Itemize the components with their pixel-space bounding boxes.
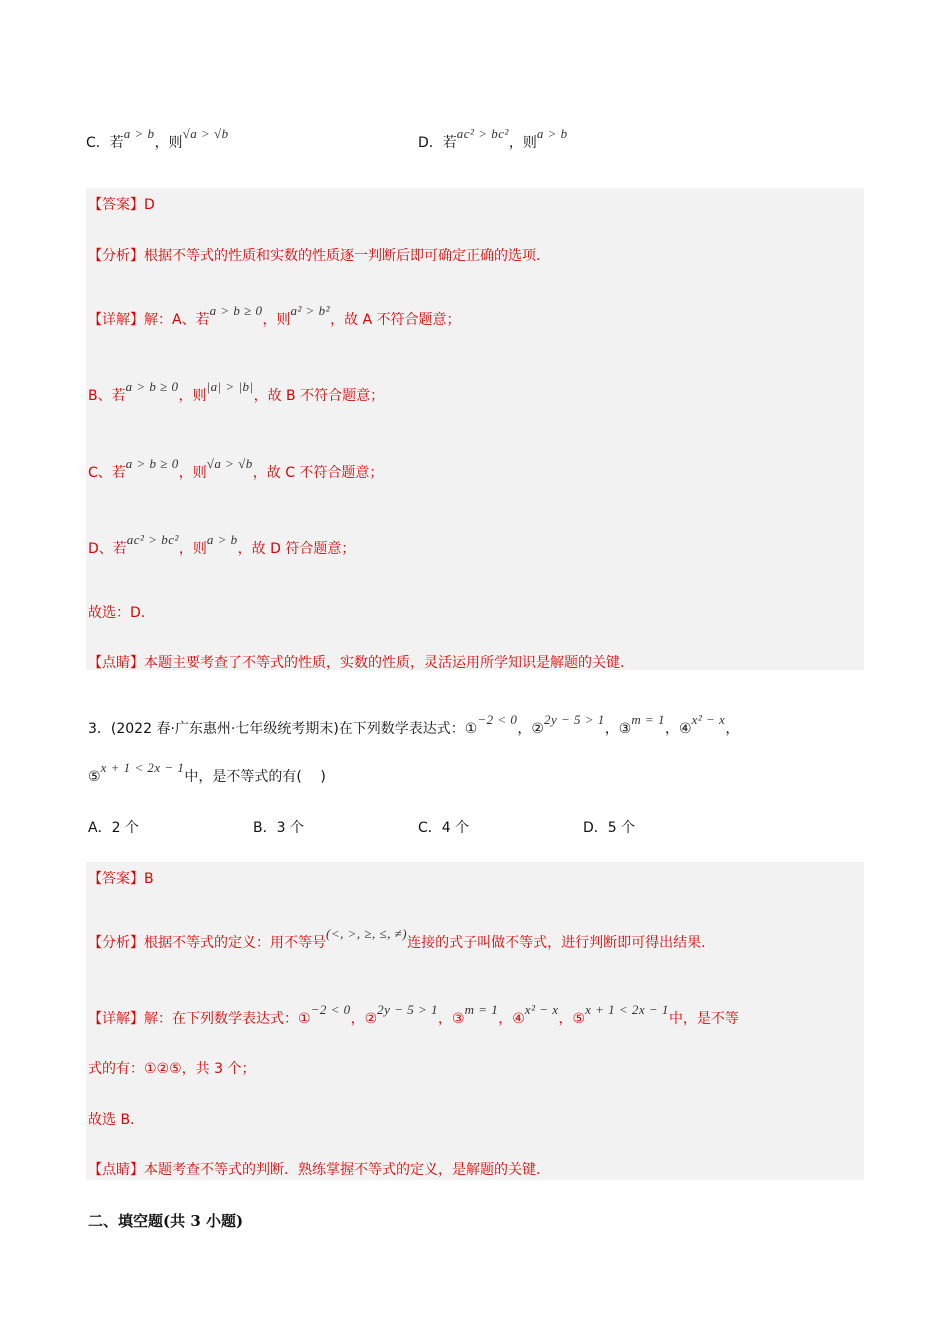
math-expr: a > b ≥ 0	[125, 379, 179, 394]
detail-text: ，②	[350, 1011, 378, 1027]
q3-stem	[88, 712, 740, 738]
q2-option-c	[86, 126, 229, 152]
q3-option-c: C．4 个	[418, 820, 470, 836]
analysis-tag: 【分析】	[88, 935, 144, 951]
option-text: ，则	[154, 135, 183, 151]
q3-detail-line2: 式的有：①②⑤，共 3 个；	[88, 1061, 256, 1077]
detail-text: ，故 A 不符合题意；	[330, 312, 461, 328]
stem-text: ，	[725, 721, 740, 737]
math-expr: a > b	[123, 126, 155, 141]
math-expr: x + 1 < 2x − 1	[585, 1002, 669, 1017]
q3-analysis	[88, 926, 706, 952]
stem-text: ，④	[665, 721, 692, 737]
detail-text: ，则	[262, 312, 291, 328]
q2-detail-b	[88, 379, 385, 405]
detail-text: 解：A、若	[144, 312, 210, 328]
analysis-tag: 【分析】	[88, 248, 144, 264]
detail-text: ，③	[438, 1011, 465, 1027]
comment-text: 本题主要考查了不等式的性质，实数的性质，灵活运用所学知识是解题的关键.	[144, 655, 625, 671]
q3-detail	[88, 1002, 739, 1028]
q3-option-a: A．2 个	[88, 820, 139, 836]
q2-detail-d	[88, 532, 356, 558]
option-letter: C．若	[86, 135, 124, 151]
detail-text: ，故 D 符合题意；	[237, 541, 356, 557]
math-expr: √a > √b	[182, 126, 229, 141]
detail-text: ，⑤	[558, 1011, 586, 1027]
detail-text: 解：在下列数学表达式：①	[144, 1011, 311, 1027]
q3-answer: 【答案】B	[88, 871, 154, 887]
math-expr: a > b	[206, 532, 238, 547]
math-expr: a > b ≥ 0	[125, 456, 179, 471]
detail-text: ，则	[178, 465, 207, 481]
math-expr: ac² > bc²	[456, 126, 509, 141]
q3-option-b: B．3 个	[253, 820, 304, 836]
q3-choose: 故选 B.	[88, 1112, 135, 1128]
math-expr: x + 1 < 2x − 1	[100, 760, 185, 775]
comment-text: 本题考查不等式的判断．熟练掌握不等式的定义，是解题的关键.	[144, 1162, 541, 1178]
detail-text: ，则	[178, 388, 207, 404]
q2-answer: 【答案】D	[88, 197, 155, 213]
comment-tag: 【点睛】	[88, 655, 144, 671]
math-expr: 2y − 5 > 1	[543, 712, 605, 727]
math-expr: ac² > bc²	[126, 532, 179, 547]
detail-text: 中，是不等	[668, 1011, 739, 1027]
detail-tag: 【详解】	[88, 1011, 144, 1027]
q3-stem-line2	[88, 760, 326, 786]
math-expr: a > b ≥ 0	[209, 303, 263, 318]
q2-detail-a	[88, 303, 461, 329]
q3-comment	[88, 1159, 540, 1179]
comment-tag: 【点睛】	[88, 1162, 144, 1178]
math-expr: −2 < 0	[310, 1002, 351, 1017]
detail-text: B、若	[88, 388, 126, 404]
detail-text: ，④	[498, 1011, 525, 1027]
analysis-text: 根据不等式的性质和实数的性质逐一判断后即可确定正确的选项.	[144, 248, 541, 264]
section-heading: 二、填空题(共 3 小题)	[88, 1212, 244, 1230]
option-letter: D．若	[418, 135, 457, 151]
stem-text: 中，是不等式的有( )	[184, 769, 326, 785]
stem-text: 3．(2022 春·广东惠州·七年级统考期末)在下列数学表达式：①	[88, 721, 478, 737]
math-expr: −2 < 0	[477, 712, 518, 727]
q2-choose: 故选：D.	[88, 605, 146, 621]
q2-comment	[88, 652, 624, 672]
analysis-text: 连接的式子叫做不等式，进行判断即可得出结果.	[407, 935, 706, 951]
detail-tag: 【详解】	[88, 312, 144, 328]
math-expr: x² − x	[524, 1002, 559, 1017]
math-expr: m = 1	[464, 1002, 499, 1017]
math-expr: √a > √b	[206, 456, 253, 471]
q3-option-d: D．5 个	[583, 820, 636, 836]
stem-text: ，②	[517, 721, 544, 737]
analysis-text: 根据不等式的定义：用不等号	[144, 935, 326, 951]
stem-text: ⑤	[88, 769, 101, 785]
option-text: ，则	[508, 135, 537, 151]
q2-analysis	[88, 245, 540, 265]
math-expr: a > b	[536, 126, 568, 141]
math-expr: x² − x	[691, 712, 726, 727]
detail-text: D、若	[88, 541, 127, 557]
detail-text: ，则	[178, 541, 207, 557]
detail-text: ，故 C 不符合题意；	[252, 465, 384, 481]
math-expr: (<, >, ≥, ≤, ≠)	[326, 926, 408, 941]
math-expr: |a| > |b|	[206, 379, 254, 394]
detail-text: ，故 B 不符合题意；	[253, 388, 385, 404]
stem-text: ，③	[604, 721, 632, 737]
q2-detail-c	[88, 456, 384, 482]
math-expr: 2y − 5 > 1	[377, 1002, 438, 1017]
detail-text: C、若	[88, 465, 126, 481]
math-expr: a² > b²	[290, 303, 331, 318]
q2-option-d	[418, 126, 568, 152]
math-expr: m = 1	[631, 712, 666, 727]
